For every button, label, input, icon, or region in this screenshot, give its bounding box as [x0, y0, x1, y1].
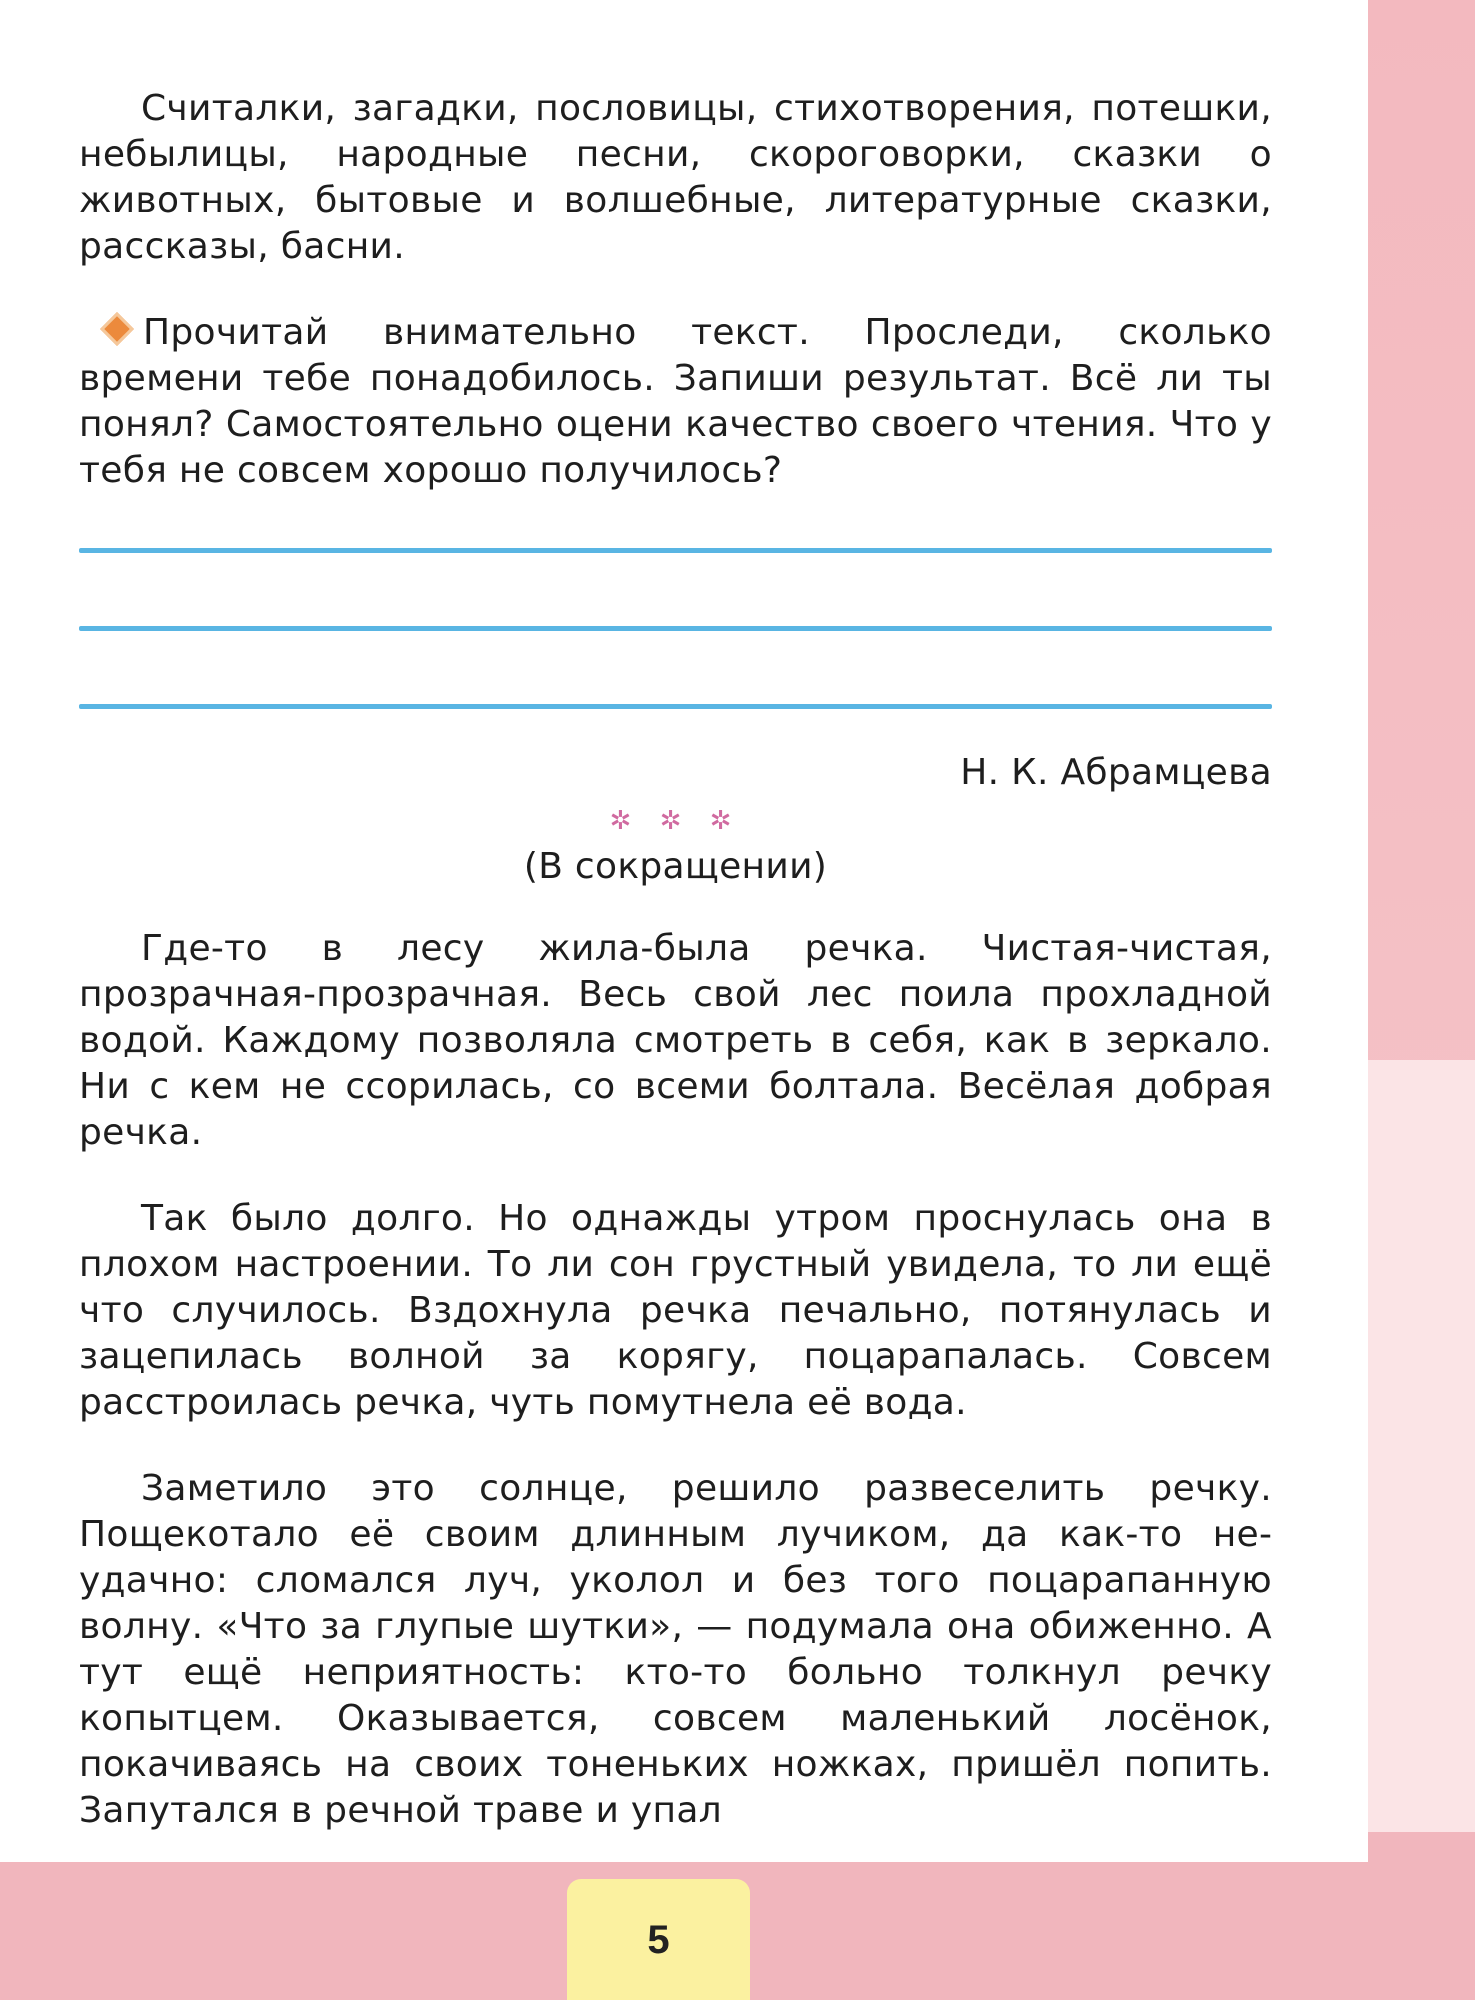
story-paragraph: Заметило это солнце, решило развеселить речку. Пощекотало её своим длинным лучиком, да как-то неудачно: сломался луч, уколол и без того поцарапанную волну. «Что за глупые шутки», — подумала она обиженно. А тут ещё неприятность: кто-то больно толкнул речку копытцем. Оказывается, совсем маленький лосёнок, покачиваясь на своих тоненьких ножках, пришёл попить. Запутался в речной траве и упал [79, 1468, 1272, 1831]
task-paragraph [79, 310, 1272, 494]
story-subtitle: (В сокращении) [523, 846, 828, 887]
answer-lines [79, 548, 1272, 709]
answer-line[interactable] [79, 704, 1272, 709]
answer-line[interactable] [79, 626, 1272, 631]
story-paragraph: Так было долго. Но однажды утром проснулась она в плохом настроении. То ли сон грустный увидела, то ли ещё что случилось. Вздохнула речка печально, потянулась и зацепилась волной за корягу, поцарапалась. Совсем расстроилась речка, чуть помутнела её вода. [79, 1198, 1272, 1423]
stars-separator: ✲ ✲ ✲ [609, 806, 742, 836]
task-text: Прочитай внимательно текст. Проследи, сколько времени тебе понадобилось. Запиши результат. Всё ли ты понял? Самостоятельно оцени качество своего чтения. Что у тебя не совсем хорошо получилось? [79, 312, 1272, 491]
page-number: 5 [647, 1918, 670, 1962]
diamond-icon [100, 312, 134, 346]
story-paragraph: Где-то в лесу жила-была речка. Чистая-чистая, прозрачная-прозрачная. Весь свой лес поила прохладной водой. Каждому позволяла смотреть в себя, как в зеркало. Ни с кем не ссорилась, со всеми болтала. Весёлая добрая речка. [79, 928, 1272, 1153]
author-name: Н. К. Абрамцева [960, 752, 1272, 793]
page-content [79, 86, 1272, 1874]
answer-line[interactable] [79, 548, 1272, 553]
intro-paragraph: Считалки, загадки, пословицы, стихотворения, потешки, небылицы, народные песни, скороговорки, сказки о животных, бытовые и волшебные, литературные сказки, рассказы, басни. [79, 88, 1272, 267]
